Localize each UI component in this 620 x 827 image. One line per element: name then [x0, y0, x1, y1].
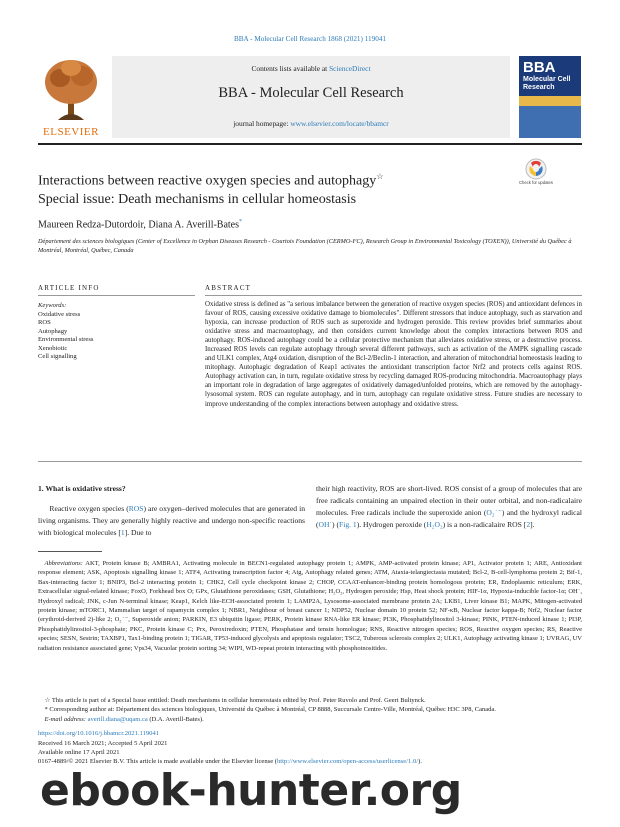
- email-label: E-mail address:: [44, 716, 86, 723]
- email-link[interactable]: averill.diana@uqam.ca: [87, 716, 148, 723]
- corresponding-text: * Corresponding author at: Département des sciences biologiques, Université du Québec à Montréal, CP 8888, Succursale Centre-Ville, Montréal, Québec H3C 3P8, Canada.: [44, 706, 496, 713]
- abstract-rule: [205, 295, 582, 296]
- license-suffix: ).: [418, 758, 422, 766]
- keyword-item: Cell signalling: [38, 353, 77, 361]
- reference-link[interactable]: 1: [120, 528, 125, 537]
- body-text: Reactive oxygen species (: [49, 504, 129, 513]
- abstract-bottom-rule: [38, 461, 582, 462]
- check-updates-icon: [521, 158, 551, 180]
- keyword-item: ROS: [38, 319, 51, 327]
- ros-link[interactable]: ROS: [128, 504, 144, 513]
- homepage-link[interactable]: www.elsevier.com/locate/bbamcr: [290, 119, 389, 128]
- doi-link[interactable]: https://doi.org/10.1016/j.bbamcr.2021.119041: [38, 730, 160, 737]
- tree-icon: [38, 56, 104, 124]
- body-text: ) and the hydroxyl radical (: [316, 508, 582, 529]
- contents-prefix: Contents lists available at: [251, 64, 330, 73]
- footnote-rule: [38, 551, 102, 552]
- contents-line: [112, 64, 510, 73]
- journal-cover: [519, 56, 581, 138]
- header-rule: [38, 143, 582, 145]
- author-names: Maureen Redza-Dutordoir, Diana A. Averill-Bates: [38, 219, 240, 231]
- body-left-column: [38, 503, 305, 539]
- watermark-text: ebook-hunter.org: [40, 765, 462, 816]
- body-text: ].: [530, 520, 535, 529]
- keywords-list: [38, 311, 94, 361]
- abstract-heading: ABSTRACT: [205, 284, 252, 292]
- check-for-updates-button[interactable]: [521, 158, 551, 190]
- received-date: Received 16 March 2021; Accepted 5 April 2021: [38, 740, 168, 747]
- email-suffix: (D.A. Averill-Bates).: [149, 716, 204, 723]
- body-text: ]. Due to: [124, 528, 152, 537]
- homepage-line: [112, 119, 510, 128]
- hydroxyl-link[interactable]: OH˙: [318, 520, 333, 529]
- email-note: [38, 715, 582, 724]
- article-dates: [38, 739, 422, 767]
- publisher-name: ELSEVIER: [43, 126, 99, 138]
- cover-stripe: [519, 96, 581, 106]
- reference-link[interactable]: 2: [526, 520, 531, 529]
- check-updates-label: Check for updates: [519, 180, 553, 185]
- abstract-text: Oxidative stress is defined as "a serious imbalance between the generation of reactive oxygen species (ROS) and antioxidant defences in favour of ROS, causing excessive oxidative damage to biomolecules". Different stressors that induce autophagy, such as starvation and hypoxia, can increase production of ROS such as superoxide and hydrogen peroxide. This review provides brief summaries about oxidative stress and macroautophagy, and then considers current knowledge about the complex interactions between ROS and autophagy. ROS-induced autophagy could be a cellular protective mechanism that alleviates oxidative stress, or a destructive process. Increased ROS levels can regulate autophagy through several different pathways, such as activation of the AMPK signalling cascade and ULK1 complex, Atg4 oxidation, disruption of the Bcl-2/Beclin-1 interaction, and alteration of mitochondrial homeostasis leading to mitophagy. Autophagic degradation of Keap1 activates the antioxidant transcription factor Nrf2 and protects cells against ROS. Autophagy activation can, in turn, regulate oxidative stress by recycling damaged ROS-producing mitochondria. Macroautophagy plays an important role in degradation of large aggregates of oxidatively damaged/unfolded proteins, which are removed by the autophagy-lysosomal system. ROS can regulate autophagy, and in turn, autophagy can regulate oxidative stress. Future studies are necessary to improve understanding of the complex interactions between autophagy and oxidative stress.: [205, 301, 582, 408]
- corresponding-author-mark[interactable]: *: [239, 219, 243, 225]
- cover-subtitle: Molecular Cell Research: [523, 76, 571, 91]
- homepage-prefix: journal homepage:: [233, 119, 291, 128]
- cover-title: BBA: [523, 59, 556, 76]
- authors: [38, 219, 242, 230]
- abbreviations-label: Abbreviations:: [44, 560, 83, 567]
- title-line-2: Special issue: Death mechanisms in cellular homeostasis: [38, 191, 357, 207]
- superoxide-link[interactable]: O₂˙⁻: [486, 508, 502, 517]
- available-date: Available online 17 April 2021: [38, 749, 120, 757]
- body-text: ) are oxygen–derived molecules that are generated in living organisms. They are generally highly reactive and undergo non-specific reactions with biological molecules [: [38, 504, 305, 537]
- elsevier-logo: [38, 56, 104, 138]
- figure-link[interactable]: Fig. 1: [339, 520, 357, 529]
- watermark: [40, 765, 620, 827]
- body-text: ). Hydrogen peroxide (: [356, 520, 427, 529]
- cover-panel: [519, 106, 581, 138]
- body-text: their high reactivity, ROS are short-lived. ROS consist of a group of molecules that are free radicals containing an unpaired election in their outer orbital, and non-radicalaire molecules. Free radicals include the superoxide anion (: [316, 484, 582, 517]
- keyword-item: Xenobiotic: [38, 344, 68, 352]
- abbreviations-text: AKT, Protein kinase B; AMBRA1, Activating molecule in BECN1-regulated autophagy protein 1; AMPK, AMP-activated protein kinase; AP1, Activator protein 1; ARE, Antioxidant response element; ASK, Apoptosis signalling kinase 1; ATF4, Activating transcription factor 4; Atg, Autophagy related genes; ATM, Ataxia-telangiectasia mutated; Bcl-2, B-cell-lymphoma protein 2; Bif-1, Bax-interacting factor 1; BNIP3, Bcl-2 interacting protein 1; CHK2, Cell cycle checkpoint kinase 2; CHOP, CCAAT-enhancer-binding protein homologous protein; ER, Endoplasmic reticulum; ERK, Extracellular signal-related kinase; FoxO, Forkhead box O; GPx, Glutathione peroxidases; GSH, Glutathione; H₂O₂, Hydrogen peroxide; Hsp, Heat shock protein; HIF-1α, Hypoxia-inducible factor-1α; OH˙, Hydroxyl radical; JNK, c-Jun N-terminal kinase; Keap1, Kelch like-ECH-associated protein 1; LAMP2A, Lysosome-associated membrane protein 2A; LKB1, Liver kinase B1; MAPK, Mitogen-activated protein kinase; mTORC1, Mammalian target of rapamycin complex 1; NBR1, Neighbour of breast cancer 1; NDP52, Nuclear domain 10 protein 52; NF-κB, Nuclear factor kappa-B; Nrf2, Nuclear factor (erythroid-derived 2)-like 2; O₂˙⁻, Superoxide anion; PARKIN, E3 ubiquitin ligase; PERK, Protein kinase RNA-like ER kinase; PI3K, Phosphatidylinositol 3-kinase; PINK, PTEN-induced kinase 1; PI3P, Phosphatidylinositol-3-phosphate; PKC, Protein kinase C; Prx, Peroxiredoxin; PTEN, Phosphatase and tensin homologue; RNS, Reactive nitrogen species; ROS, Reactive oxygen species; RS, Reactive species; SESN, Sestrin; TAXBP1, Tax1-binding protein 1; TIGAR, TP53-induced glycolysis and apoptosis regulator; TSC2, Tuberous sclerosis complex 2; ULK1, Autophagy activating kinase 1; UVRAG, UV radiation resistance associated gene; Vps34, Vacuolar protein sorting 34; WIPI, WD-repeat protein interacting with phosphoinositides.: [38, 560, 582, 652]
- special-issue-text: ☆ This article is part of a Special Issue entitled: Death mechanisms in cellular homeostasis edited by Prof. Peter Ruvolo and Prof. Geert Bultynck.: [44, 697, 426, 704]
- affiliation: Département des sciences biologiques (Center of Excellence in Orphan Diseases Research - Courtois Foundation (CERMO-FC), Research Group in Environmental Toxicology (TOXEN)), Université du Québec à Montréal, Montréal, Québec, Canada: [38, 238, 572, 254]
- keyword-item: Autophagy: [38, 327, 68, 335]
- corresponding-author-note: [38, 705, 582, 714]
- keywords-label: Keywords:: [38, 302, 67, 309]
- license-prefix: 0167-4889/© 2021 Elsevier B.V. This article is made available under the Elsevier license (: [38, 758, 277, 766]
- journal-name: BBA - Molecular Cell Research: [218, 85, 404, 101]
- special-issue-note: [38, 696, 582, 705]
- journal-reference[interactable]: BBA - Molecular Cell Research 1868 (2021) 119041: [233, 35, 387, 43]
- section-heading: 1. What is oxidative stress?: [38, 484, 126, 493]
- body-right-column: [316, 483, 582, 531]
- article-info-heading: ARTICLE INFO: [38, 284, 100, 292]
- h2o2-link[interactable]: H₂O₂: [426, 520, 443, 529]
- keyword-item: Environmental stress: [38, 336, 94, 344]
- sciencedirect-link[interactable]: ScienceDirect: [329, 64, 371, 73]
- abbreviations: [38, 559, 582, 653]
- title-line-1: Interactions between reactive oxygen species and autophagy: [38, 173, 377, 189]
- article-info-rule: [38, 295, 195, 296]
- keyword-item: Oxidative stress: [38, 311, 81, 318]
- article-title: [38, 168, 508, 209]
- body-text: ) is a non-radicalaire ROS [: [442, 520, 527, 529]
- title-star: ☆: [376, 172, 384, 181]
- body-text: ) (: [332, 520, 339, 529]
- license-link[interactable]: http://www.elsevier.com/open-access/userlicense/1.0/: [276, 758, 419, 766]
